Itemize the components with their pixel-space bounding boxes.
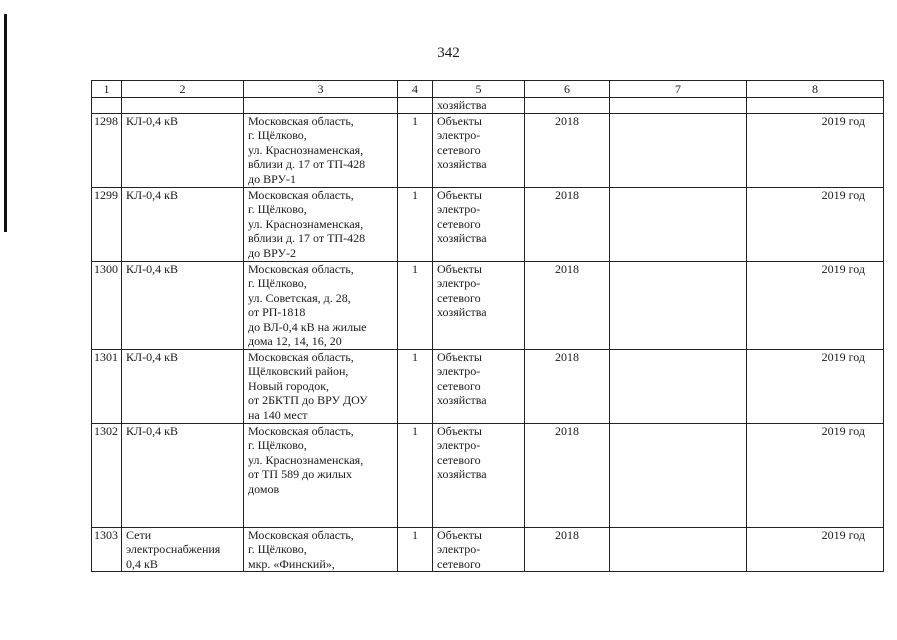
object-category-line: хозяйства	[437, 231, 487, 245]
object-col7	[610, 187, 747, 261]
header-cell-6: 6	[525, 81, 610, 98]
object-quantity: 1	[398, 527, 433, 572]
object-category-line: Объекты	[437, 261, 482, 276]
object-quantity: 1	[398, 349, 433, 423]
object-year: 2018	[525, 349, 610, 423]
object-category-line: сетевого	[437, 142, 481, 157]
object-address-line: Московская область,	[248, 423, 354, 438]
object-name-line: электроснабжения	[126, 542, 221, 556]
object-name	[122, 423, 244, 527]
object-address	[244, 187, 398, 261]
object-name-line: КЛ-0,4 кВ	[126, 423, 178, 438]
object-address-line: от ТП 589 до жилых	[248, 467, 352, 481]
row-number: 1298	[92, 113, 122, 187]
object-address-line: от 2БКТП до ВРУ ДОУ	[248, 393, 368, 407]
object-address-line: дома 12, 14, 16, 20	[248, 334, 342, 348]
object-term: 2019 год	[747, 187, 884, 261]
table-row	[92, 349, 884, 423]
object-category-line: Объекты	[437, 527, 482, 542]
object-address	[244, 527, 398, 572]
header-cell-4: 4	[398, 81, 433, 98]
cont-cell-2	[122, 98, 244, 114]
object-category	[433, 349, 525, 423]
object-category-line: электро-	[437, 276, 481, 290]
continuation-row	[92, 98, 884, 114]
object-term: 2019 год	[747, 113, 884, 187]
object-name	[122, 261, 244, 349]
object-category-line: Объекты	[437, 349, 482, 364]
object-category-line: хозяйства	[437, 467, 487, 481]
object-address-line: до ВЛ-0,4 кВ на жилые	[248, 319, 367, 334]
object-quantity: 1	[398, 187, 433, 261]
object-category-line: хозяйства	[437, 157, 487, 171]
table-row	[92, 527, 884, 572]
object-address-line: Московская область,	[248, 527, 354, 542]
object-address	[244, 261, 398, 349]
object-category-line: сетевого	[437, 452, 481, 467]
object-address-line: г. Щёлково,	[248, 202, 307, 216]
row-number: 1303	[92, 527, 122, 572]
object-col7	[610, 527, 747, 572]
object-address-line: г. Щёлково,	[248, 438, 307, 452]
header-row	[92, 81, 884, 98]
object-category	[433, 261, 525, 349]
object-name	[122, 527, 244, 572]
object-name-line: КЛ-0,4 кВ	[126, 187, 178, 202]
object-name-line: Сети	[126, 527, 152, 542]
object-category-line: хозяйства	[437, 305, 487, 319]
object-address-line: Щёлковский район,	[248, 364, 349, 378]
object-category-line: сетевого	[437, 556, 481, 571]
object-address	[244, 113, 398, 187]
object-address	[244, 423, 398, 527]
object-address-line: до ВРУ-2	[248, 245, 296, 260]
object-category-line: электро-	[437, 364, 481, 378]
object-address-line: на 140 мест	[248, 407, 308, 422]
object-address-line: Новый городок,	[248, 378, 330, 393]
object-year: 2018	[525, 113, 610, 187]
header-cell-8: 8	[747, 81, 884, 98]
object-col7	[610, 423, 747, 527]
object-term: 2019 год	[747, 261, 884, 349]
object-address-line: Московская область,	[248, 187, 354, 202]
object-category-line: Объекты	[437, 423, 482, 438]
object-address-line: до ВРУ-1	[248, 171, 296, 186]
object-quantity: 1	[398, 261, 433, 349]
object-col7	[610, 113, 747, 187]
row-number: 1302	[92, 423, 122, 527]
object-year: 2018	[525, 423, 610, 527]
object-name-line: КЛ-0,4 кВ	[126, 261, 178, 276]
object-category-line: Объекты	[437, 113, 482, 128]
object-address-line: вблизи д. 17 от ТП-428	[248, 231, 366, 245]
table-row	[92, 187, 884, 261]
object-name	[122, 113, 244, 187]
object-address-line: Московская область,	[248, 349, 354, 364]
object-quantity: 1	[398, 423, 433, 527]
object-category-line: сетевого	[437, 290, 481, 305]
object-address-line: мкр. «Финский»,	[248, 556, 335, 571]
object-address-line: г. Щёлково,	[248, 542, 307, 556]
object-address-line: домов	[248, 481, 280, 496]
object-category-line: электро-	[437, 128, 481, 142]
object-category-line: электро-	[437, 542, 481, 556]
object-address-line: Московская область,	[248, 261, 354, 276]
register-table	[91, 80, 884, 572]
cont-cell-3	[244, 98, 398, 114]
object-address-line: ул. Советская, д. 28,	[248, 290, 351, 305]
object-name-line: 0,4 кВ	[126, 556, 158, 571]
object-address-line: ул. Краснознаменская,	[248, 452, 364, 467]
object-category-line: хозяйства	[437, 393, 487, 407]
cont-cell-8	[747, 98, 884, 114]
object-address-line: от РП-1818	[248, 305, 306, 319]
object-address	[244, 349, 398, 423]
row-number: 1301	[92, 349, 122, 423]
object-col7	[610, 349, 747, 423]
object-name-line: КЛ-0,4 кВ	[126, 349, 178, 364]
object-address-line: вблизи д. 17 от ТП-428	[248, 157, 366, 171]
table-row	[92, 113, 884, 187]
object-term: 2019 год	[747, 349, 884, 423]
object-address-line: ул. Краснознаменская,	[248, 216, 364, 231]
page-number: 342	[437, 45, 460, 61]
object-address-line: г. Щёлково,	[248, 128, 307, 142]
object-category-line: электро-	[437, 438, 481, 452]
object-category-line: Объекты	[437, 187, 482, 202]
object-category-line: сетевого	[437, 378, 481, 393]
cont-cell-5: хозяйства	[433, 98, 525, 114]
object-name	[122, 349, 244, 423]
object-category-line: электро-	[437, 202, 481, 216]
header-cell-3: 3	[244, 81, 398, 98]
object-category	[433, 423, 525, 527]
object-address-line: ул. Краснознаменская,	[248, 142, 364, 157]
row-number: 1299	[92, 187, 122, 261]
header-cell-1: 1	[92, 81, 122, 98]
header-cell-5: 5	[433, 81, 525, 98]
table-row	[92, 423, 884, 527]
object-year: 2018	[525, 187, 610, 261]
object-name	[122, 187, 244, 261]
object-term: 2019 год	[747, 527, 884, 572]
object-address-line: Московская область,	[248, 113, 354, 128]
object-category	[433, 527, 525, 572]
object-category	[433, 113, 525, 187]
row-number: 1300	[92, 261, 122, 349]
object-category	[433, 187, 525, 261]
object-year: 2018	[525, 527, 610, 572]
cont-cell-7	[610, 98, 747, 114]
object-term: 2019 год	[747, 423, 884, 527]
object-year: 2018	[525, 261, 610, 349]
cont-cell-4	[398, 98, 433, 114]
object-category-line: сетевого	[437, 216, 481, 231]
table-row	[92, 261, 884, 349]
cont-cell-6	[525, 98, 610, 114]
object-address-line: г. Щёлково,	[248, 276, 307, 290]
header-cell-7: 7	[610, 81, 747, 98]
object-quantity: 1	[398, 113, 433, 187]
cont-cell-1	[92, 98, 122, 114]
header-cell-2: 2	[122, 81, 244, 98]
object-col7	[610, 261, 747, 349]
object-name-line: КЛ-0,4 кВ	[126, 113, 178, 128]
